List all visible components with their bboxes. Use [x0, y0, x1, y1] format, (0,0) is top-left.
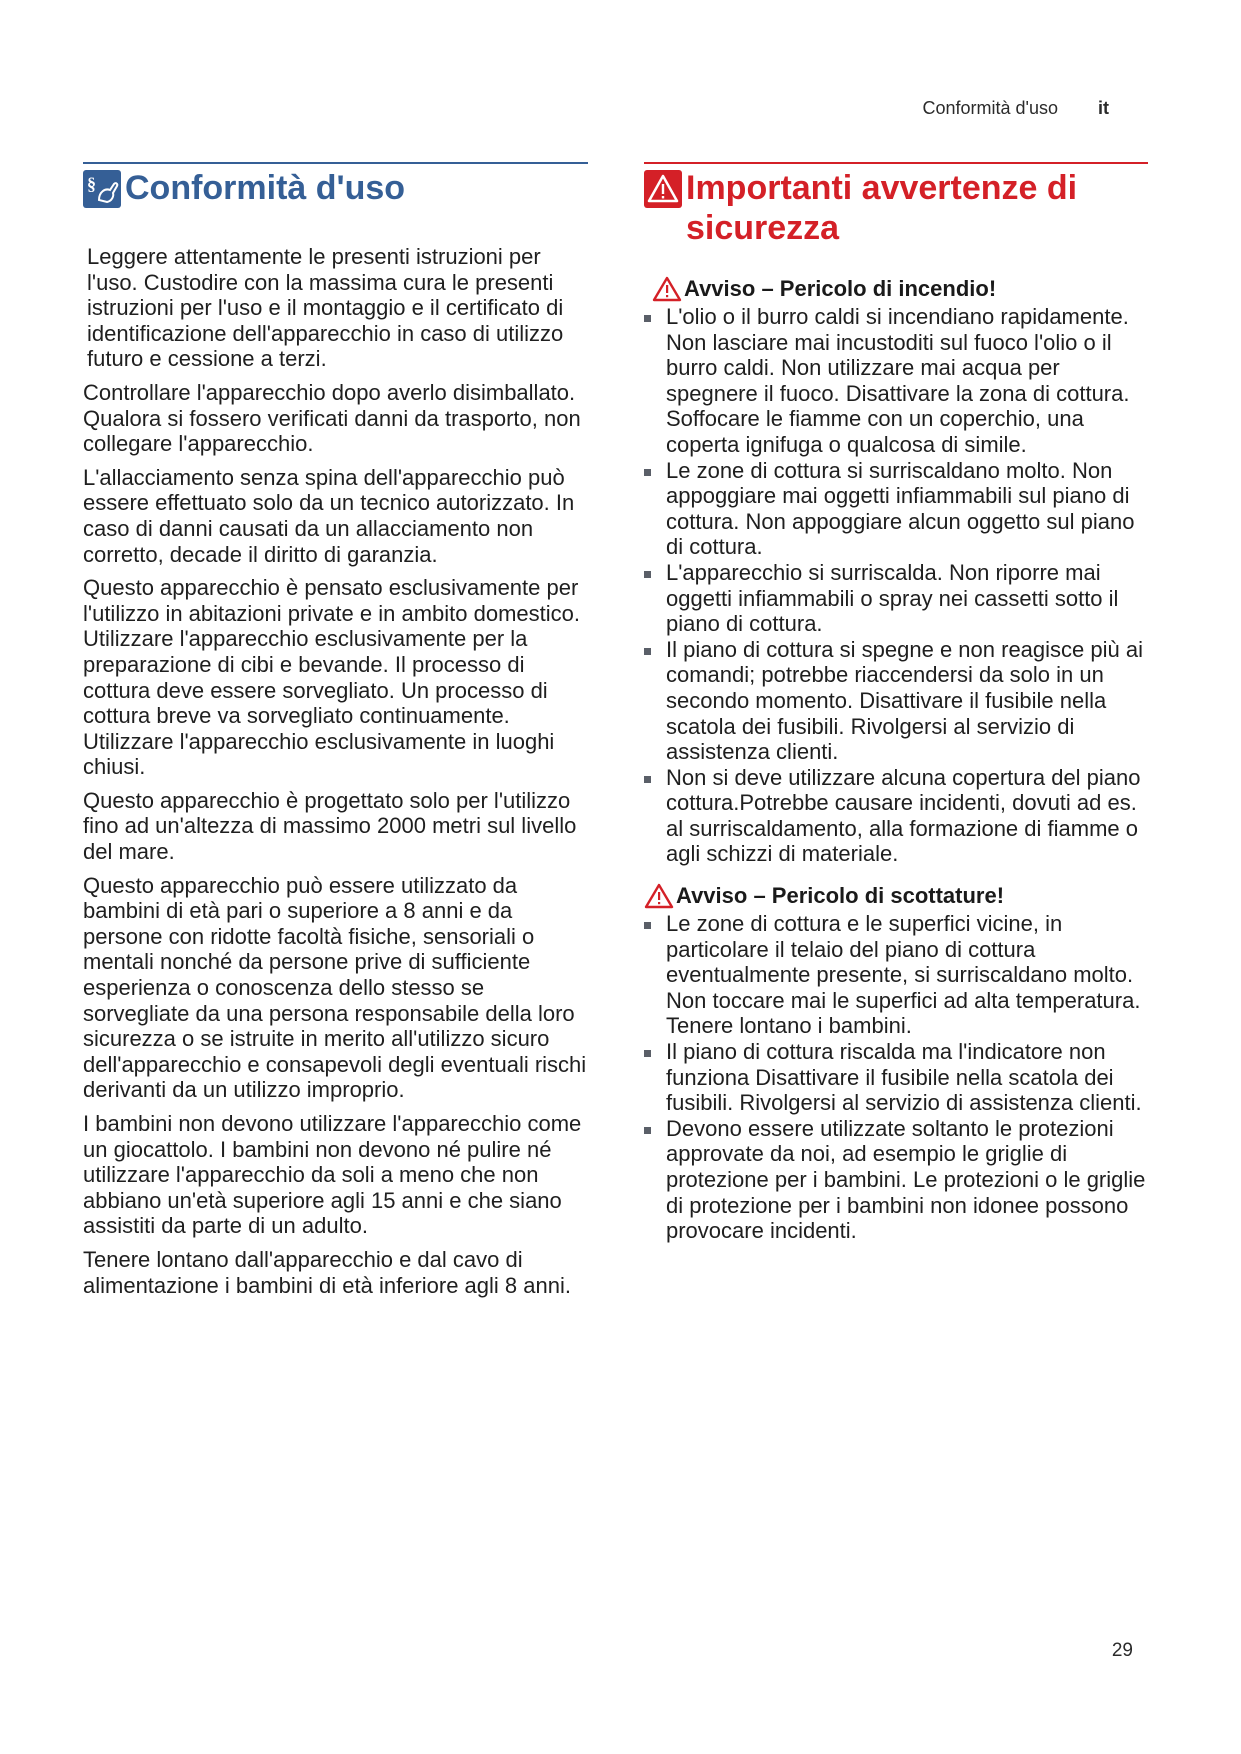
- paragraph: Tenere lontano dall'apparecchio e dal cavo di alimentazione i bambini di età inferiore agli 8 anni.: [83, 1246, 571, 1298]
- paragraph: Questo apparecchio è progettato solo per l'utilizzo fino ad un'altezza di massimo 2000 metri sul livello del mare.: [83, 787, 577, 865]
- paragraph: Questo apparecchio è pensato esclusivamente per l'utilizzo in abitazioni private e in ambito domestico. Utilizzare l'apparecchio esclusivamente per la preparazione di cibi e bevande. Il processo di cottura deve essere sorvegliato. Un processo di cottura breve va sorvegliato continuamente. Utilizzare l'apparecchio esclusivamente in luoghi chiusi.: [83, 575, 580, 780]
- intended-use-body: [83, 244, 588, 1298]
- intended-use-icon: [83, 170, 121, 208]
- list-item: L'olio o il burro caldi si incendiano rapidamente. Non lasciare mai incustoditi sul fuoco l'olio o il burro caldi. Non utilizzare mai acqua per spegnere il fuoco. Disattivare la zona di cottura. Soffocare le fiamme con un coperchio, una coperta ignifuga o qualcosa di simile.: [644, 304, 1148, 458]
- paragraph: I bambini non devono utilizzare l'apparecchio come un giocattolo. I bambini non devono né pulire né utilizzare l'apparecchio da soli a meno che non abbiano un'età superiore agli 15 anni e che siano assistiti da parte di un adulto.: [83, 1111, 582, 1239]
- section-title-line1: Importanti avvertenze di: [686, 169, 1078, 207]
- warning-triangle-icon: [644, 883, 674, 909]
- list-item: Il piano di cottura si spegne e non reagisce più ai comandi; potrebbe riaccendersi da solo in un secondo momento. Disattivare il fusibile nella scatola dei fusibili. Rivolgersi al servizio di assistenza clienti.: [644, 637, 1148, 765]
- paragraph: Leggere attentamente le presenti istruzioni per l'uso. Custodire con la massima cura le presenti istruzioni per l'uso e il montaggio e il certificato di identificazione dell'apparecchio in caso di utilizzo futuro e cessione a terzi.: [87, 244, 564, 372]
- list-item: Le zone di cottura si surriscaldano molto. Non appoggiare mai oggetti infiammabili sul piano di cottura. Non appoggiare alcun oggetto sul piano di cottura.: [644, 458, 1148, 560]
- section-title-line2: sicurezza: [686, 209, 840, 247]
- running-header: [922, 98, 1109, 119]
- scald-warning-list: [644, 911, 1148, 1244]
- running-title: Conformità d'uso: [922, 98, 1058, 118]
- safety-section: [644, 162, 1148, 1244]
- section-title: [686, 168, 1077, 248]
- list-item: Non si deve utilizzare alcuna copertura del piano cottura.Potrebbe causare incidenti, dovuti ad es. al surriscaldamento, alla formazione di fiamme o agli schizzi di materiale.: [644, 765, 1148, 867]
- warning-heading-text: Avviso – Pericolo di incendio!: [684, 276, 997, 301]
- warning-icon: [644, 170, 682, 208]
- list-item: Devono essere utilizzate soltanto le protezioni approvate da noi, ad esempio le griglie di protezione per i bambini. Le protezioni o le griglie di protezione per i bambini non idonee possono provocare incidenti.: [644, 1116, 1148, 1244]
- warning-heading-text: Avviso – Pericolo di scottature!: [676, 883, 1005, 909]
- svg-text:§: §: [87, 174, 96, 194]
- list-item: Il piano di cottura riscalda ma l'indicatore non funziona Disattivare il fusibile nella scatola dei fusibili. Rivolgersi al servizio di assistenza clienti.: [644, 1039, 1148, 1116]
- safety-heading: [644, 162, 1148, 248]
- fire-warning-heading: [652, 276, 1148, 302]
- list-item: Le zone di cottura e le superfici vicine, in particolare il telaio del piano di cottura eventualmente presente, si surriscaldano molto. Non toccare mai le superfici ad alta temperatura. Tenere lontano i bambini.: [644, 911, 1148, 1039]
- paragraph: L'allacciamento senza spina dell'apparecchio può essere effettuato solo da un tecnico autorizzato. In caso di danni causati da un allacciamento non corretto, decade il diritto di garanzia.: [83, 464, 575, 567]
- intended-use-section: [83, 162, 588, 1306]
- paragraph: Controllare l'apparecchio dopo averlo disimballato. Qualora si fossero verificati danni da trasporto, non collegare l'apparecchio.: [83, 379, 581, 457]
- list-item: L'apparecchio si surriscalda. Non riporre mai oggetti infiammabili o spray nei cassetti sotto il piano di cottura.: [644, 560, 1148, 637]
- page-number: 29: [1111, 1640, 1133, 1661]
- section-title: Conformità d'uso: [125, 169, 406, 207]
- intended-use-heading: [83, 162, 588, 208]
- fire-warning-list: [644, 304, 1148, 867]
- warning-triangle-icon: [652, 276, 682, 302]
- scald-warning-heading: [644, 883, 1148, 909]
- language-code: it: [1098, 98, 1109, 118]
- paragraph: Questo apparecchio può essere utilizzato da bambini di età pari o superiore a 8 anni e da persone con ridotte facoltà fisiche, sensoriali o mentali nonché da persone prive di sufficiente esperienza o conoscenza dello stesso se sorvegliate da una persona responsabile della loro sicurezza o se istruite in merito all'utilizzo sicuro dell'apparecchio e consapevoli degli eventuali rischi derivanti da un utilizzo improprio.: [83, 872, 587, 1103]
